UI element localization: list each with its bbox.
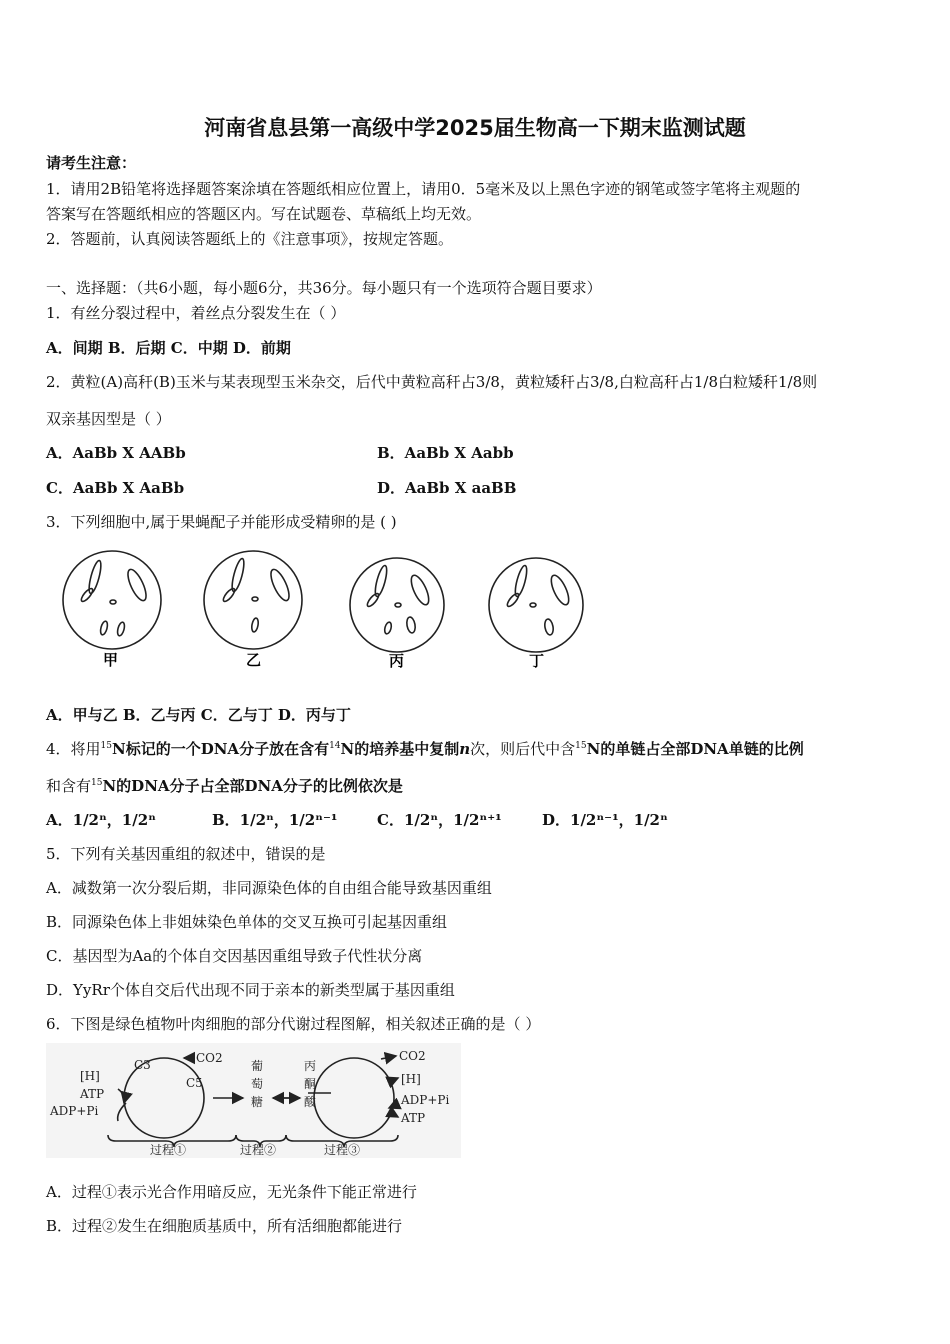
q5-option-d: D．YyRr个体自交后代出现不同于亲本的新类型属于基因重组: [46, 981, 455, 999]
q3-cell-figure: [55, 545, 600, 675]
q2-option-d: D．AaBb X aaBB: [377, 479, 517, 497]
q4-text-7: N的DNA分子占全部DNA分子的比例依次是: [102, 777, 403, 795]
q4-option-d: D．1/2ⁿ⁻¹，1/2ⁿ: [542, 811, 668, 829]
q4-n: n: [459, 740, 471, 758]
label-atp-out: ATP: [401, 1111, 426, 1125]
q2-stem-1: 2．黄粒(A)高秆(B)玉米与某表现型玉米杂交，后代中黄粒高秆占3/8，黄粒矮秆占3/8,白粒高秆占1/8白粒矮秆1/8则: [46, 373, 818, 391]
label-process-1: 过程①: [150, 1143, 187, 1157]
q5-stem: 5．下列有关基因重组的叙述中，错误的是: [46, 845, 326, 863]
q2-option-b: B．AaBb X Aabb: [377, 444, 514, 462]
q4-option-b: B．1/2ⁿ，1/2ⁿ⁻¹: [212, 811, 338, 829]
label-co2-out: CO2: [399, 1049, 426, 1063]
label-glucose-2: 萄: [251, 1077, 264, 1091]
q5-option-c: C．基因型为Aa的个体自交因基因重组导致子代性状分离: [46, 947, 423, 965]
q5-option-b: B．同源染色体上非姐妹染色单体的交叉互换可引起基因重组: [46, 913, 448, 931]
q4-text-4: 次，则后代中含: [470, 740, 576, 758]
q4-text-3: N的培养基中复制: [340, 740, 460, 758]
q3-stem: 3．下列细胞中,属于果蝇配子并能形成受精卵的是 ( ): [46, 513, 397, 531]
q4-sup-14: 14: [329, 741, 341, 751]
q6-stem: 6．下图是绿色植物叶肉细胞的部分代谢过程图解，相关叙述正确的是（ ）: [46, 1015, 541, 1033]
notice-line-1a: 1．请用2B铅笔将选择题答案涂填在答题纸相应位置上，请用0．5毫米及以上黑色字迹的钢笔或签字笔将主观题的: [46, 180, 801, 198]
label-adp-out: ADP+Pi: [401, 1093, 450, 1107]
q4-sup-15c: 15: [91, 778, 103, 788]
q1-options: A．间期 B．后期 C．中期 D．前期: [46, 339, 291, 357]
label-glucose-3: 糖: [251, 1095, 264, 1109]
label-co2-in: CO2: [196, 1051, 223, 1065]
q5-option-a: A．减数第一次分裂后期，非同源染色体的自由组合能导致基因重组: [46, 879, 492, 897]
q2-stem-2: 双亲基因型是（ ）: [46, 410, 171, 428]
q1-stem: 1．有丝分裂过程中，着丝点分裂发生在（ ）: [46, 304, 346, 322]
notice-heading: 请考生注意：: [46, 154, 137, 172]
section-heading: 一、选择题：（共6小题，每小题6分，共36分。每小题只有一个选项符合题目要求）: [46, 279, 602, 297]
cell-jia: [63, 551, 161, 649]
q4-stem-2: [46, 775, 403, 796]
cell-ding: [489, 558, 583, 652]
label-process-3: 过程③: [324, 1143, 361, 1157]
q4-sup-15a: 15: [100, 741, 112, 751]
label-bing: 丙: [389, 652, 405, 670]
label-yi: 乙: [246, 651, 262, 669]
label-h: [H]: [80, 1069, 100, 1083]
q4-text-1: 4．将用: [46, 740, 101, 758]
label-pyruvate-3: 酸: [304, 1095, 317, 1109]
q4-sup-15b: 15: [575, 741, 587, 751]
q4-option-c: C．1/2ⁿ，1/2ⁿ⁺¹: [377, 811, 502, 829]
cell-yi: [204, 551, 302, 649]
notice-line-1b: 答案写在答题纸相应的答题区内。写在试题卷、草稿纸上均无效。: [46, 205, 482, 223]
q4-text-2: N标记的一个DNA分子放在含有: [112, 740, 330, 758]
label-pyruvate-1: 丙: [304, 1059, 317, 1073]
q6-option-a: A．过程①表示光合作用暗反应，无光条件下能正常进行: [46, 1183, 417, 1201]
page-title: 河南省息县第一高级中学2025届生物高一下期末监测试题: [204, 116, 746, 140]
label-c5: C5: [186, 1076, 203, 1090]
q2-option-c: C．AaBb X AaBb: [46, 479, 185, 497]
q6-metabolism-diagram: [46, 1043, 461, 1158]
q4-option-a: A．1/2ⁿ，1/2ⁿ: [46, 811, 156, 829]
label-ding: 丁: [529, 652, 545, 670]
q4-text-5: N的单链占全部DNA单链的比例: [586, 740, 804, 758]
q3-options: A．甲与乙 B．乙与丙 C．乙与丁 D．丙与丁: [46, 706, 351, 724]
label-h-out: [H]: [401, 1072, 421, 1086]
label-c3: C3: [134, 1058, 151, 1072]
label-glucose-1: 葡: [251, 1059, 264, 1073]
label-atp: ATP: [80, 1087, 105, 1101]
q6-option-b: B．过程②发生在细胞质基质中，所有活细胞都能进行: [46, 1217, 403, 1235]
notice-line-2: 2．答题前，认真阅读答题纸上的《注意事项》，按规定答题。: [46, 230, 454, 248]
label-pyruvate-2: 酮: [304, 1077, 317, 1091]
label-adp: ADP+Pi: [50, 1104, 99, 1118]
q2-option-a: A．AaBb X AABb: [46, 444, 186, 462]
label-jia: 甲: [103, 651, 119, 669]
q4-stem-1: [46, 738, 804, 759]
cell-bing: [350, 558, 444, 652]
q4-text-6: 和含有: [46, 777, 92, 795]
label-process-2: 过程②: [240, 1143, 277, 1157]
